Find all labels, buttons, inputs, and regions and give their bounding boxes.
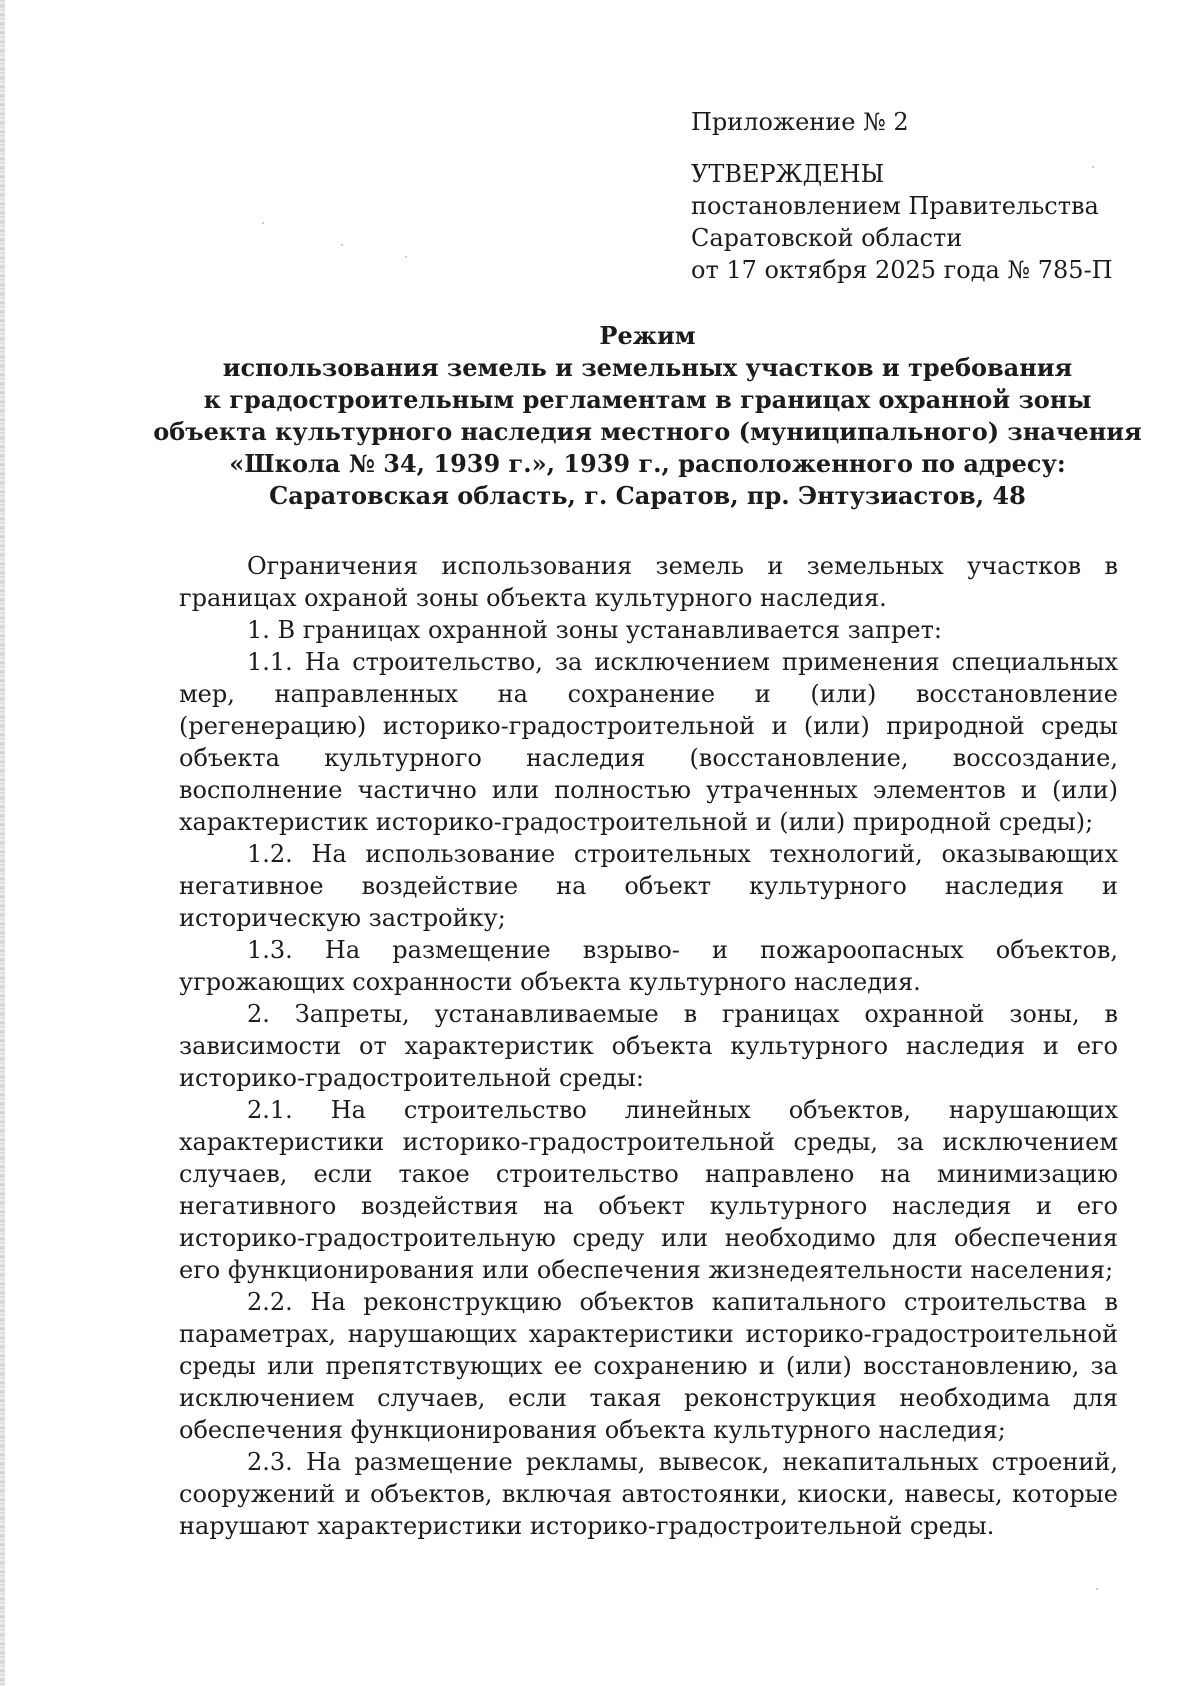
paragraph-1-1: 1.1. На строительство, за исключением применения специальных мер, направленных на сохранение и (или) восстановление (регенерацию) историко-градостроительной и (или) природной среды объекта культурного наследия (восстановление, воссоздание, восполнение частично или полностью утраченных элементов и (или) характеристик историко-градостроительной и (или) природной среды); — [179, 648, 1118, 836]
approval-block — [691, 106, 1113, 286]
title-line: «Школа № 34, 1939 г.», 1939 г., расположенного по адресу: — [229, 449, 1066, 478]
approval-line: постановлением Правительства — [691, 192, 1099, 220]
title-line: объекта культурного наследия местного (муниципального) значения — [153, 417, 1142, 446]
scan-speck — [1096, 1588, 1098, 1590]
approval-line: Саратовской области — [691, 224, 963, 252]
paragraph-2-2: 2.2. На реконструкцию объектов капитального строительства в параметрах, нарушающих характеристики историко-градостроительной среды или препятствующих ее сохранению и (или) восстановлению, за исключением случаев, если такая реконструкция необходима для обеспечения функционирования объекта культурного наследия; — [179, 1288, 1118, 1444]
document-title — [150, 320, 1145, 512]
paragraph-2-3: 2.3. На размещение рекламы, вывесок, некапитальных строений, сооружений и объектов, включая автостоянки, киоски, навесы, которые нарушают характеристики историко-градостроительной среды. — [179, 1448, 1118, 1540]
scan-speck — [262, 222, 264, 224]
paragraph-2-1: 2.1. На строительство линейных объектов, нарушающих характеристики историко-градостроительной среды, за исключением случаев, если такое строительство направлено на минимизацию негативного воздействия на объект культурного наследия и его историко-градостроительную среду или необходимо для обеспечения его функционирования или обеспечения жизнедеятельности населения; — [179, 1096, 1118, 1284]
title-line: к градостроительным регламентам в границах охранной зоны — [203, 385, 1092, 414]
paragraph-1-2: 1.2. На использование строительных технологий, оказывающих негативное воздействие на объект культурного наследия и историческую застройку; — [179, 840, 1118, 932]
approval-date-number: от 17 октября 2025 года № 785-П — [691, 256, 1113, 284]
approved-heading: УТВЕРЖДЕНЫ — [691, 160, 885, 188]
paragraph-intro: Ограничения использования земель и земельных участков в границах охраной зоны объекта культурного наследия. — [179, 552, 1118, 612]
paragraph-1: 1. В границах охранной зоны устанавливается запрет: — [247, 616, 942, 644]
title-line: Режим — [599, 321, 696, 350]
appendix-label: Приложение № 2 — [691, 108, 909, 136]
title-line: Саратовская область, г. Саратов, пр. Энтузиастов, 48 — [269, 481, 1026, 510]
scan-speck — [341, 244, 343, 246]
paragraph-2: 2. Запреты, устанавливаемые в границах охранной зоны, в зависимости от характеристик объекта культурного наследия и его историко-градостроительной среды: — [179, 1000, 1118, 1092]
scan-speck — [405, 256, 407, 258]
scan-edge — [0, 0, 5, 1686]
title-line: использования земель и земельных участков и требования — [222, 353, 1073, 382]
paragraph-1-3: 1.3. На размещение взрыво- и пожароопасных объектов, угрожающих сохранности объекта культурного наследия. — [179, 936, 1118, 996]
document-body — [179, 550, 1118, 1542]
